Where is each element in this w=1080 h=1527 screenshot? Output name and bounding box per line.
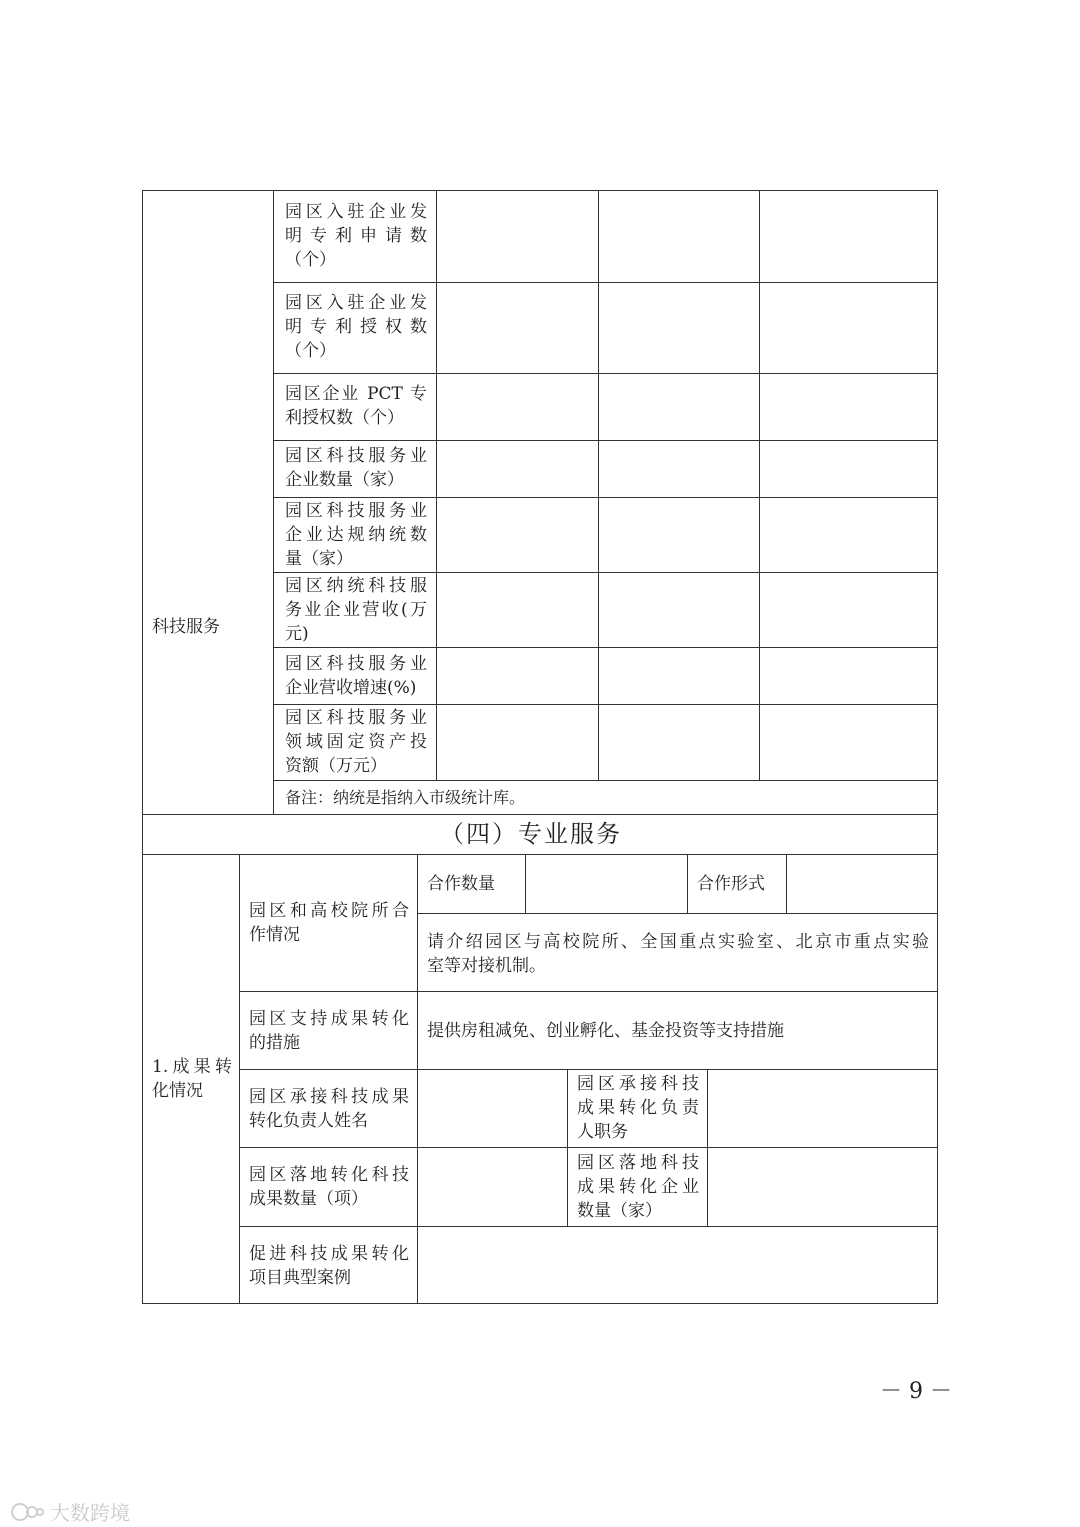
table-note: 备注：纳统是指纳入市级统计库。 — [285, 788, 526, 807]
support-label: 园区支持成果转化 的措施 — [249, 1009, 409, 1053]
lead-name-label: 园区承接科技成果 转化负责人姓名 — [249, 1087, 409, 1131]
indicator-label: 园区企业 PCT 专 利授权数（个） — [285, 384, 427, 428]
indicator-label: 园区科技服务业 企业营收增速(%) — [285, 654, 427, 698]
section-title: （四）专业服务 — [440, 820, 622, 848]
indicator-label: 园区入驻企业发 明专利授权数 （个） — [285, 293, 427, 361]
indicator-label: 园区科技服务业 企业达规纳统数 量（家） — [285, 501, 427, 569]
coop-count-label: 合作数量 — [427, 874, 495, 894]
sci-services-table — [142, 190, 938, 815]
coop-form-label: 合作形式 — [697, 874, 765, 894]
indicator-label: 园区科技服务业 企业数量（家） — [285, 446, 427, 490]
support-hint: 提供房租减免、创业孵化、基金投资等支持措施 — [427, 1021, 784, 1041]
landed-firms-label: 园区落地科技 成果转化企业 数量（家） — [577, 1153, 699, 1221]
group-label: 1.成果转 化情况 — [152, 1057, 232, 1101]
page-number: － 9 － — [880, 1379, 952, 1404]
indicator-label: 园区入驻企业发 明专利申请数 （个） — [285, 202, 427, 270]
watermark-text: 大数跨境 — [50, 1501, 130, 1525]
watermark-logo-icon — [10, 1501, 44, 1523]
indicator-label: 园区纳统科技服 务业企业营收(万 元) — [285, 576, 427, 644]
lead-title-label: 园区承接科技 成果转化负责 人职务 — [577, 1074, 699, 1142]
pro-services-table — [142, 814, 938, 1304]
coop-hint: 请介绍园区与高校院所、全国重点实验室、北京市重点实验 室等对接机制。 — [427, 932, 929, 976]
category-label: 科技服务 — [152, 617, 220, 637]
case-label: 促进科技成果转化 项目典型案例 — [249, 1244, 409, 1288]
landed-count-label: 园区落地转化科技 成果数量（项） — [249, 1165, 409, 1209]
coop-label: 园区和高校院所合 作情况 — [249, 901, 409, 945]
indicator-label: 园区科技服务业 领域固定资产投 资额（万元） — [285, 708, 427, 776]
watermark — [10, 1497, 130, 1526]
